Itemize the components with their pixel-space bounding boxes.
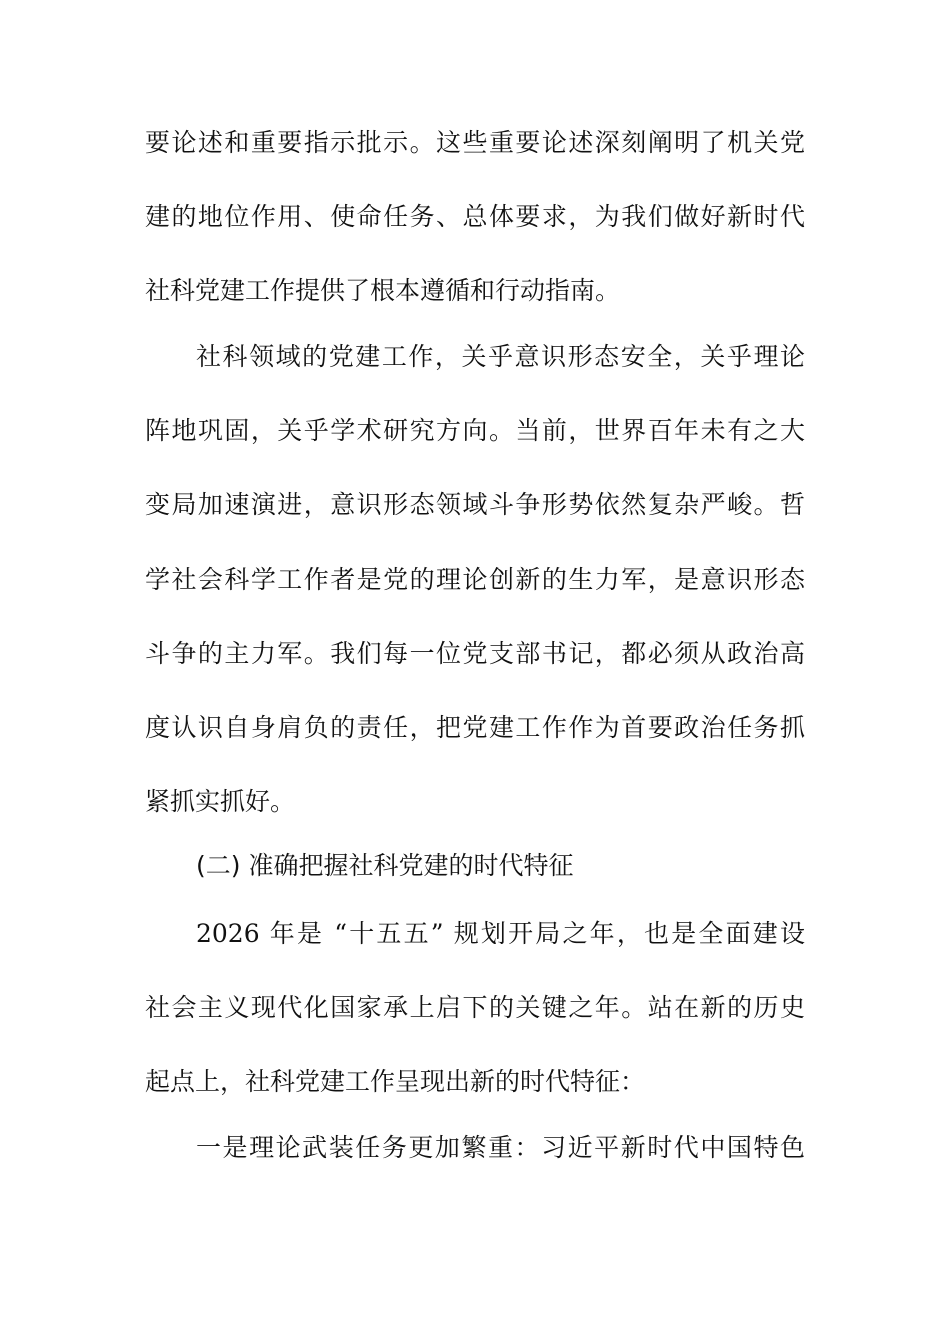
text-line: 斗争的主力军。我们每一位党支部书记，都必须从政治高 (145, 639, 805, 668)
text-line: 变局加速演进，意识形态领域斗争形势依然复杂严峻。哲 (145, 490, 805, 519)
text-line: 社科领域的党建工作，关乎意识形态安全，关乎理论 (196, 342, 805, 371)
text-line: 一是理论武装任务更加繁重：习近平新时代中国特色 (196, 1133, 805, 1162)
text-line: 阵地巩固，关乎学术研究方向。当前，世界百年未有之大 (145, 416, 805, 445)
text-line: 起点上，社科党建工作呈现出新的时代特征： (145, 1067, 646, 1096)
text-line: 建的地位作用、使命任务、总体要求，为我们做好新时代 (145, 202, 805, 231)
text-line: 社科党建工作提供了根本遵循和行动指南。 (145, 276, 621, 305)
text-line: 紧抓实抓好。 (145, 787, 296, 816)
text-line: 度认识自身肩负的责任，把党建工作作为首要政治任务抓 (145, 713, 805, 742)
text-line: 2026 年是 “十五五” 规划开局之年，也是全面建设 (196, 919, 805, 948)
section-heading: (二) 准确把握社科党建的时代特征 (196, 851, 574, 880)
text-line: 社会主义现代化国家承上启下的关键之年。站在新的历史 (145, 993, 805, 1022)
text-line: 学社会科学工作者是党的理论创新的生力军，是意识形态 (145, 565, 805, 594)
text-line: 要论述和重要指示批示。这些重要论述深刻阐明了机关党 (145, 128, 805, 157)
